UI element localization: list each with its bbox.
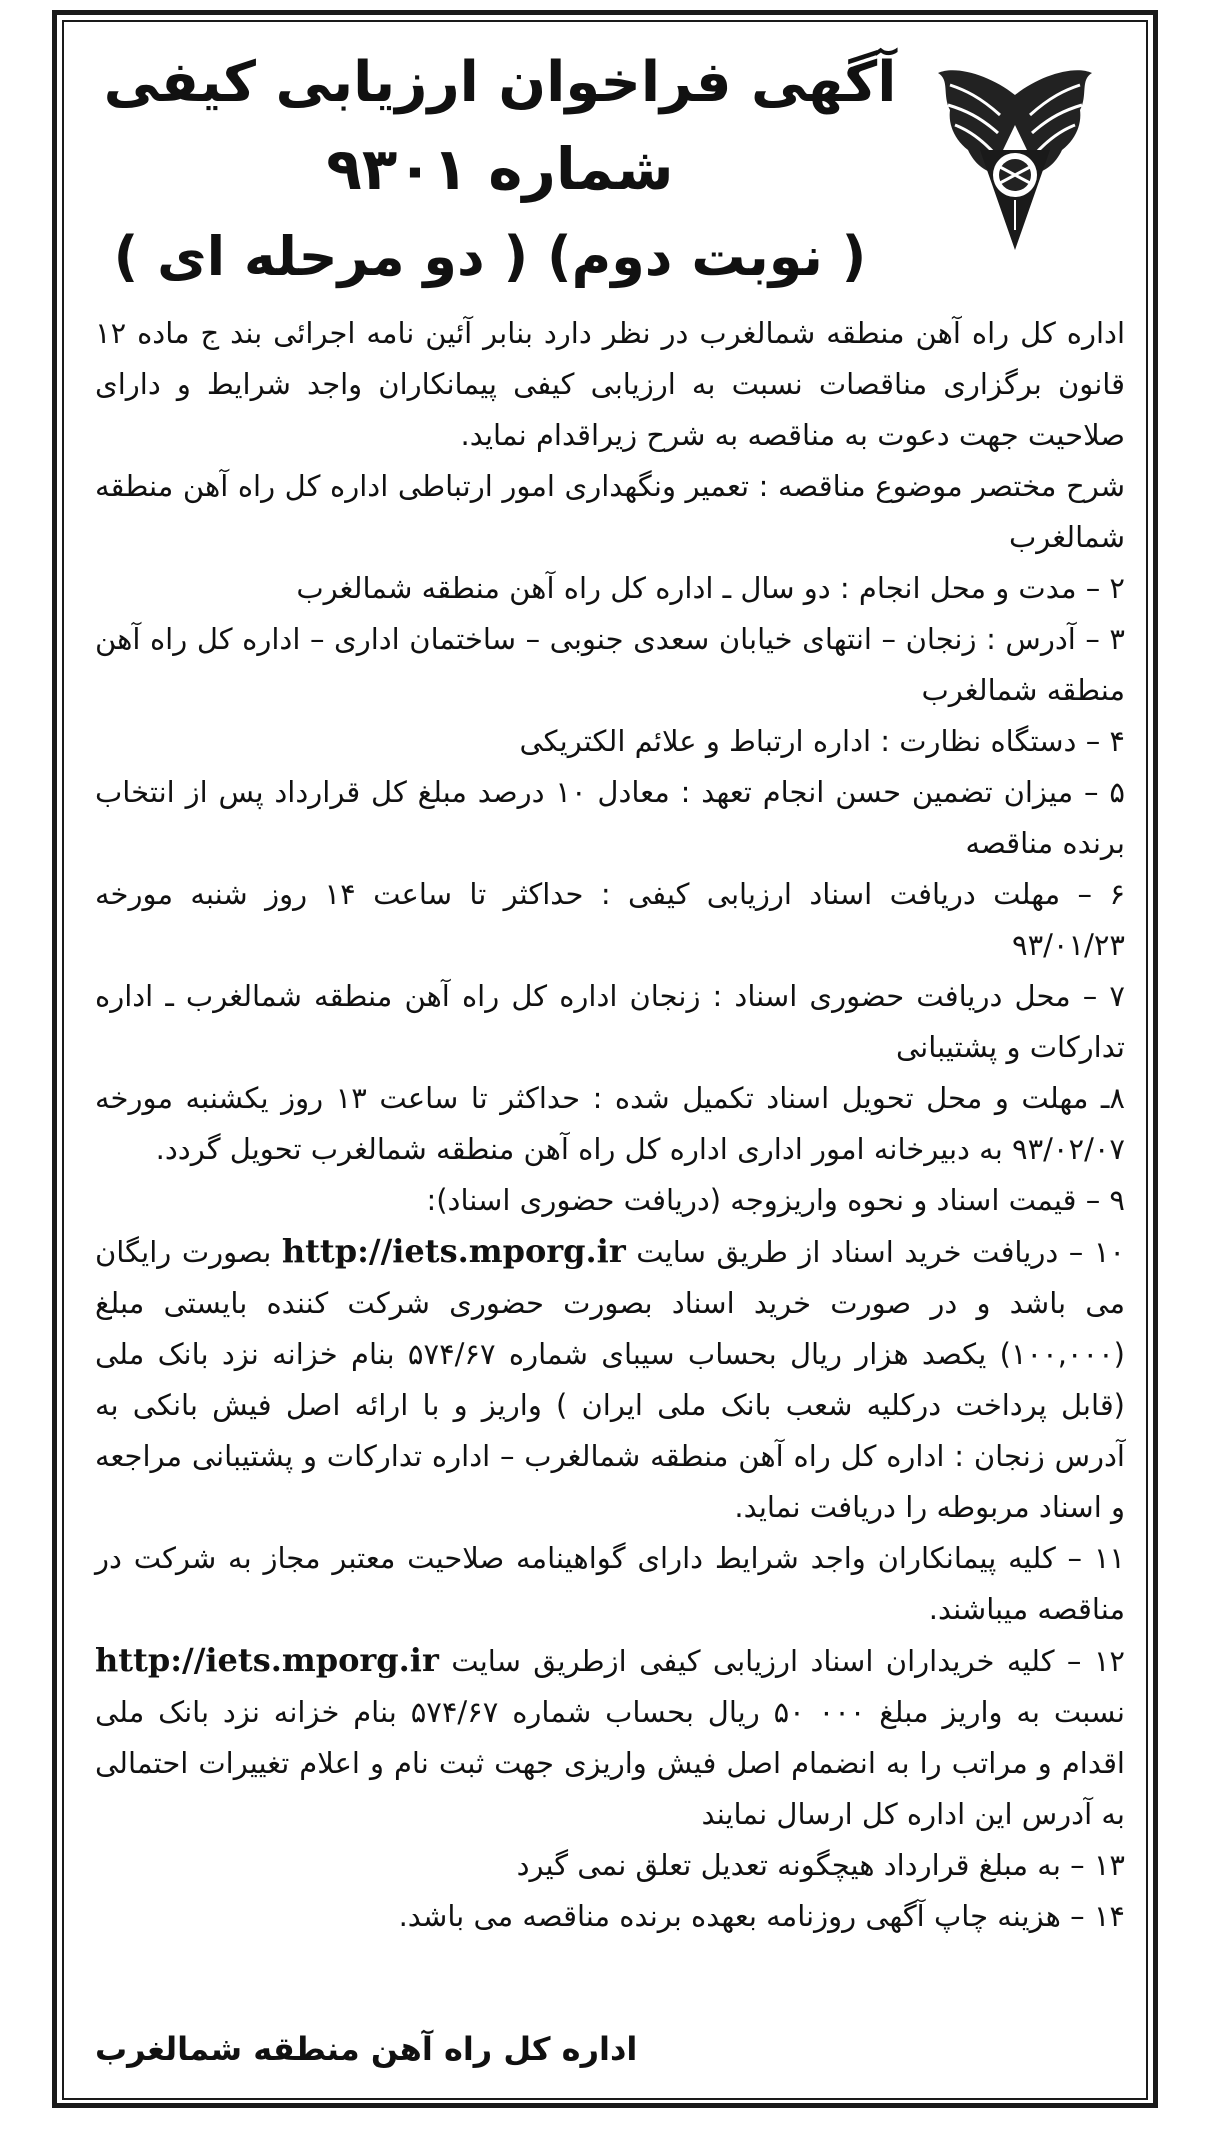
item-10-text-start: ۱۰ – دریافت خرید اسناد از طریق سایت (625, 1235, 1125, 1269)
item-5: ۵ – میزان تضمین حسن انجام تعهد : معادل ۱۰ درصد مبلغ کل قرارداد پس از انتخاب برنده مناقصه (95, 775, 1125, 860)
item-14: ۱۴ – هزینه چاپ آگهی روزنامه بعهده برنده مناقصه می باشد. (398, 1899, 1125, 1933)
item-1: شرح مختصر موضوع مناقصه : تعمیر ونگهداری امور ارتباطی اداره کل راه آهن منطقه شمالغرب (95, 469, 1125, 554)
item-12-website-link[interactable]: http://iets.mporg.ir (95, 1641, 439, 1679)
item-6: ۶ – مهلت دریافت اسناد ارزیابی کیفی : حداکثر تا ساعت ۱۴ روز شنبه مورخه ۹۳/۰۱/۲۳ (95, 877, 1126, 962)
notice-body (95, 308, 1125, 1942)
item-8: ۸ـ مهلت و محل تحویل اسناد تکمیل شده : حداکثر تا ساعت ۱۳ روز یکشنبه مورخه ۹۳/۰۲/۰۷ به دبیرخانه امور اداری اداره کل راه آهن منطقه شمالغرب تحویل گردد. (95, 1081, 1125, 1166)
item-12-text-end: نسبت به واریز مبلغ ۰۰۰ ۵۰ ریال بحساب شماره ۵۷۴/۶۷ بنام خزانه نزد بانک ملی اقدام و مراتب را به انضمام اصل فیش واریزی جهت ثبت نام و اعلام تغییرات احتمالی به آدرس این اداره کل ارسال نمایند (95, 1695, 1125, 1831)
railway-winged-emblem-logo (930, 55, 1100, 255)
notice-round: ( نوبت دوم) ( دو مرحله ای ) (113, 225, 867, 288)
item-10-website-link[interactable]: http://iets.mporg.ir (281, 1232, 626, 1270)
item-9: ۹ – قیمت اسناد و نحوه واریزوجه (دریافت حضوری اسناد): (426, 1183, 1125, 1217)
notice-title: آگهی فراخوان ارزیابی کیفی (103, 50, 897, 115)
issuer-signature: اداره کل راه آهن منطقه شمالغرب (95, 2030, 638, 2068)
notice-number: شماره ۹۳۰۱ (326, 135, 674, 203)
item-10-text-end: بصورت رایگان می باشد و در صورت خرید اسناد بصورت حضوری شرکت کننده بایستی مبلغ (۱۰۰,۰۰۰) یکصد هزار ریال بحساب سیبای شماره ۵۷۴/۶۷ بنام خزانه نزد بانک ملی (قابل پرداخت درکلیه شعب بانک ملی ایران ) واریز و با ارائه اصل فیش بانکی به آدرس زنجان : اداره کل راه آهن منطقه شمالغرب – اداره تدارکات و پشتیبانی مراجعه و اسناد مربوطه را دریافت نماید. (95, 1235, 1125, 1524)
item-12 (95, 1635, 1125, 1840)
item-10 (95, 1226, 1125, 1533)
item-12-text-start: ۱۲ – کلیه خریداران اسناد ارزیابی کیفی ازطریق سایت (438, 1644, 1125, 1678)
item-4: ۴ – دستگاه نظارت : اداره ارتباط و علائم الکتریکی (519, 724, 1125, 758)
item-2: ۲ – مدت و محل انجام : دو سال ـ اداره کل راه آهن منطقه شمالغرب (296, 571, 1125, 605)
item-11: ۱۱ – کلیه پیمانکاران واجد شرایط دارای گواهینامه صلاحیت معتبر مجاز به شرکت در مناقصه میباشند. (95, 1541, 1125, 1626)
intro-paragraph: اداره کل راه آهن منطقه شمالغرب در نظر دارد بنابر آئین نامه اجرائی بند ج ماده ۱۲ قانون برگزاری مناقصات نسبت به ارزیابی کیفی پیمانکاران واجد شرایط و دارای صلاحیت جهت دعوت به مناقصه به شرح زیراقدام نماید. (95, 316, 1125, 452)
item-7: ۷ – محل دریافت حضوری اسناد : زنجان اداره کل راه آهن منطقه شمالغرب ـ اداره تدارکات و پشتیبانی (95, 979, 1125, 1064)
item-13: ۱۳ – به مبلغ قرارداد هیچگونه تعدیل تعلق نمی گیرد (516, 1848, 1125, 1882)
item-3: ۳ – آدرس : زنجان – انتهای خیابان سعدی جنوبی – ساختمان اداری – اداره کل راه آهن منطقه شمالغرب (95, 622, 1125, 707)
